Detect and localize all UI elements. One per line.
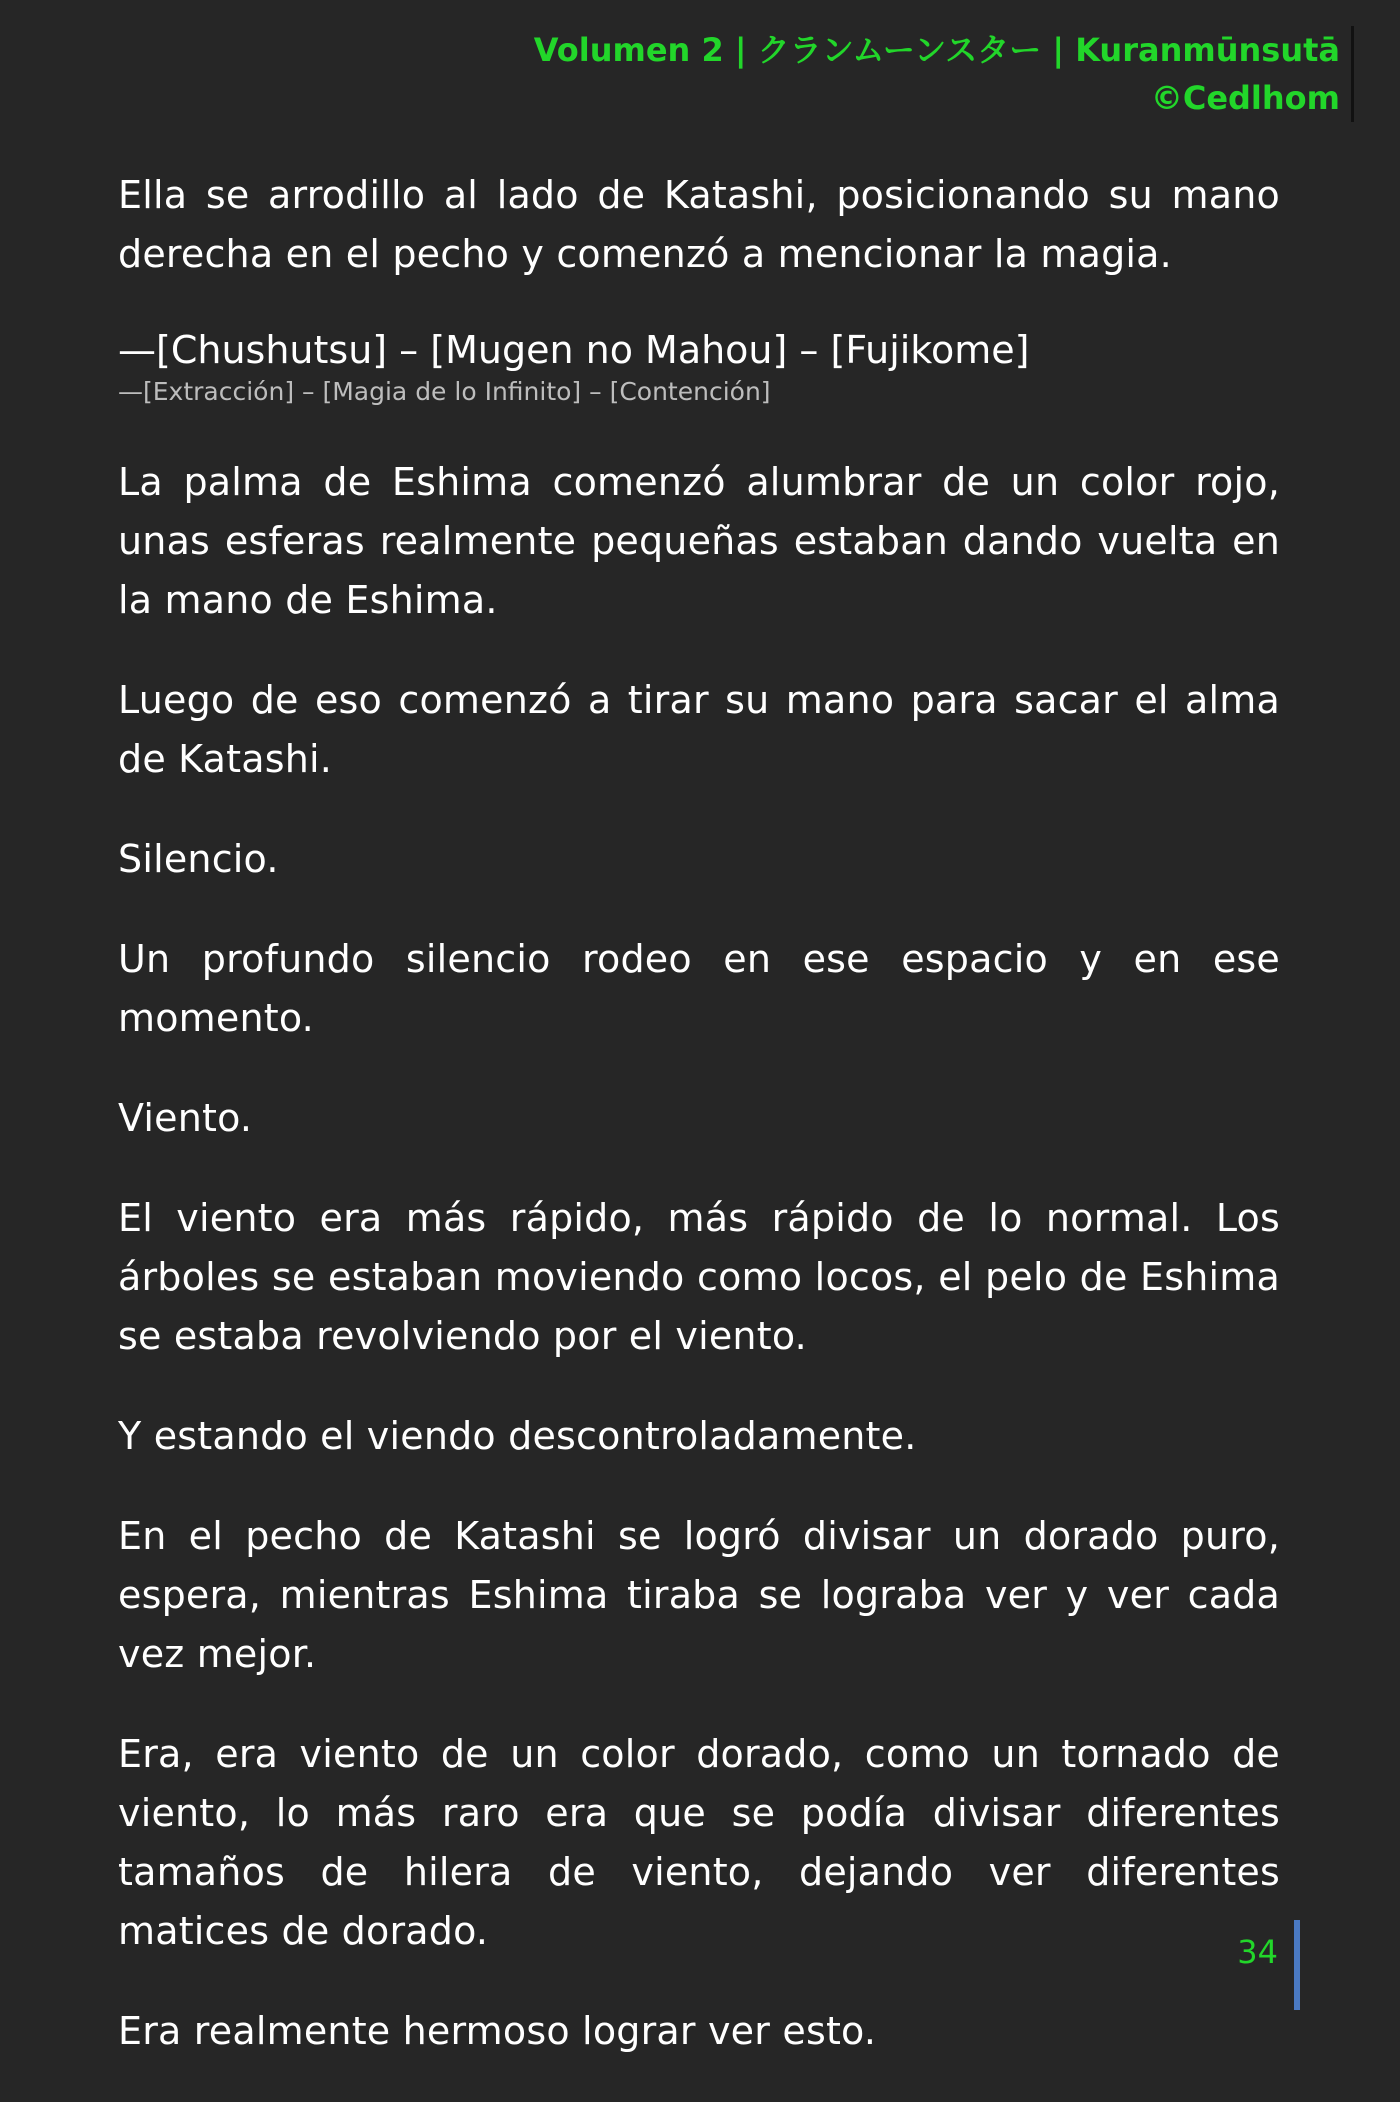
running-header	[534, 26, 1340, 122]
page-body	[118, 166, 1280, 2102]
paragraph: Y estando el viendo descontroladamente.	[118, 1414, 917, 1458]
spell-translation: —[Extracción] – [Magia de lo Infinito] – [Contención]	[118, 377, 771, 406]
paragraph: Era realmente hermoso lograr ver esto.	[118, 2009, 877, 2053]
paragraph: En el pecho de Katashi se logró divisar un dorado puro, espera, mientras Eshima tiraba se lograba ver y ver cada vez mejor.	[118, 1514, 1280, 1676]
paragraph: Un profundo silencio rodeo en ese espacio y en ese momento.	[118, 937, 1280, 1040]
paragraph: Ella se arrodillo al lado de Katashi, posicionando su mano derecha en el pecho y comenzó a mencionar la magia.	[118, 173, 1280, 276]
paragraph: Viento.	[118, 1096, 253, 1140]
header-title: Volumen 2 | クランムーンスター | Kuranmūnsutā	[533, 31, 1340, 69]
header-divider	[1351, 26, 1354, 122]
spell-incantation: —[Chushutsu] – [Mugen no Mahou] – [Fujikome]	[118, 328, 1030, 372]
paragraph: La palma de Eshima comenzó alumbrar de un color rojo, unas esferas realmente pequeñas estaban dando vuelta en la mano de Eshima.	[118, 460, 1280, 622]
paragraph: El viento era más rápido, más rápido de lo normal. Los árboles se estaban moviendo como locos, el pelo de Eshima se estaba revolviendo por el viento.	[118, 1196, 1280, 1358]
page-number-divider	[1294, 1920, 1300, 2010]
page-number: 34	[1237, 1933, 1278, 1971]
paragraph: Luego de eso comenzó a tirar su mano para sacar el alma de Katashi.	[118, 678, 1280, 781]
header-author: ©Cedlhom	[1150, 79, 1340, 117]
paragraph: Era, era viento de un color dorado, como un tornado de viento, lo más raro era que se podía divisar diferentes tamaños de hilera de viento, dejando ver diferentes matices de dorado.	[118, 1732, 1280, 1953]
paragraph: Silencio.	[118, 837, 279, 881]
